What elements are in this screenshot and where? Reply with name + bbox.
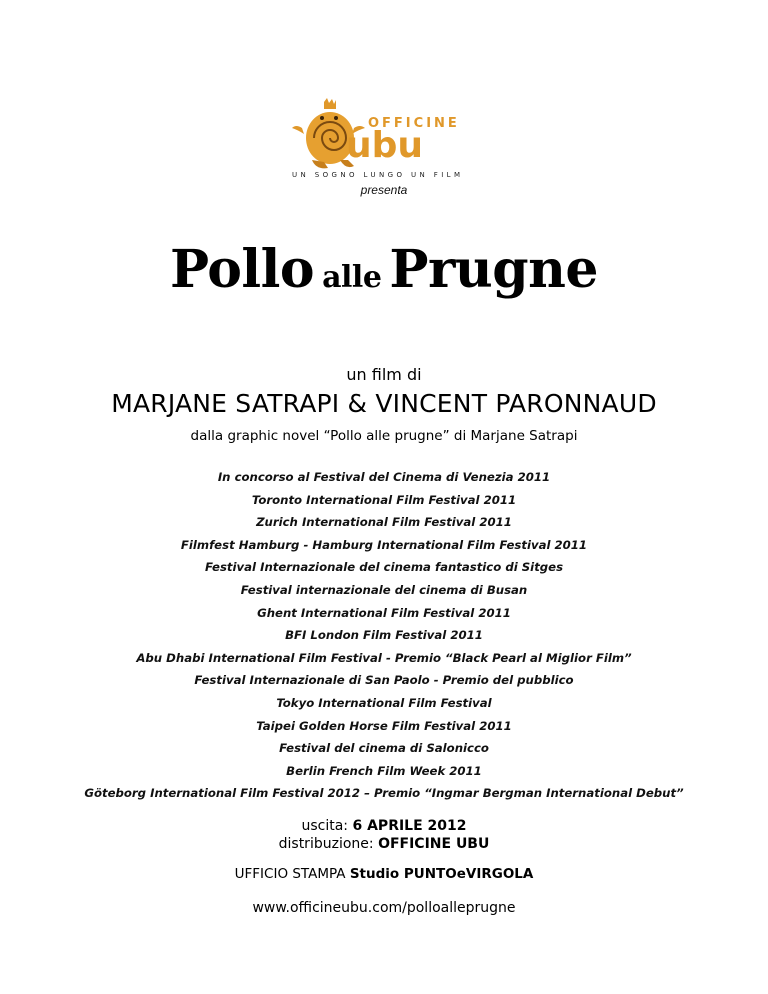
release-date: 6 APRILE 2012 <box>352 818 467 834</box>
festival-item: Festival Internazionale di San Paolo - Premio del pubblico <box>194 673 574 688</box>
festival-list <box>0 466 768 805</box>
source-credit: dalla graphic novel “Pollo alle prugne” di Marjane Satrapi <box>190 428 578 444</box>
festival-item: Zurich International Film Festival 2011 <box>256 515 512 530</box>
festival-item: BFI London Film Festival 2011 <box>285 628 483 643</box>
title-word-alle: alle <box>322 260 382 295</box>
title-word-pollo: Pollo <box>170 239 315 300</box>
festival-item: Festival internazionale del cinema di Busan <box>240 582 528 597</box>
logo-word-ubu: ubu <box>346 125 424 166</box>
festival-item: Filmfest Hamburg - Hamburg International Film Festival 2011 <box>180 537 588 552</box>
film-title <box>0 239 768 300</box>
festival-item: Festival del cinema di Salonicco <box>279 741 489 756</box>
festival-item: Berlin French Film Week 2011 <box>286 763 482 778</box>
release-info <box>0 817 768 853</box>
festival-item: Festival Internazionale del cinema fantastico di Sitges <box>204 560 564 575</box>
festival-item: Göteborg International Film Festival 2012 – Premio “Ingmar Bergman International Debut” <box>84 786 684 801</box>
film-di-label: un film di <box>346 365 422 384</box>
officine-ubu-logo <box>288 98 468 182</box>
directors-names: MARJANE SATRAPI & VINCENT PARONNAUD <box>111 389 657 418</box>
festival-item: In concorso al Festival del Cinema di Venezia 2011 <box>217 470 551 484</box>
festival-item: Abu Dhabi International Film Festival - Premio “Black Pearl al Miglior Film” <box>136 650 632 665</box>
festival-item: Taipei Golden Horse Film Festival 2011 <box>256 718 512 733</box>
press-office <box>0 866 768 882</box>
festival-item: Toronto International Film Festival 2011 <box>251 492 517 507</box>
release-date-line <box>0 817 768 835</box>
distribution-label: distribuzione: <box>278 836 374 852</box>
website-link[interactable]: www.officineubu.com/polloalleprugne <box>252 900 516 916</box>
logo-word-officine: OFFICINE <box>368 116 460 131</box>
festival-item: Ghent International Film Festival 2011 <box>257 605 511 620</box>
press-label: UFFICIO STAMPA <box>234 866 346 882</box>
logo-tagline: UN SOGNO LUNGO UN FILM <box>292 171 464 179</box>
release-label: uscita: <box>301 818 349 834</box>
press-name: Studio PUNTOeVIRGOLA <box>349 866 534 882</box>
distributor-name: OFFICINE UBU <box>378 836 490 852</box>
title-word-prugne: Prugne <box>389 239 598 300</box>
presenta-label: presenta <box>360 183 408 197</box>
festival-item: Tokyo International Film Festival <box>276 695 492 710</box>
distribution-line <box>0 835 768 853</box>
